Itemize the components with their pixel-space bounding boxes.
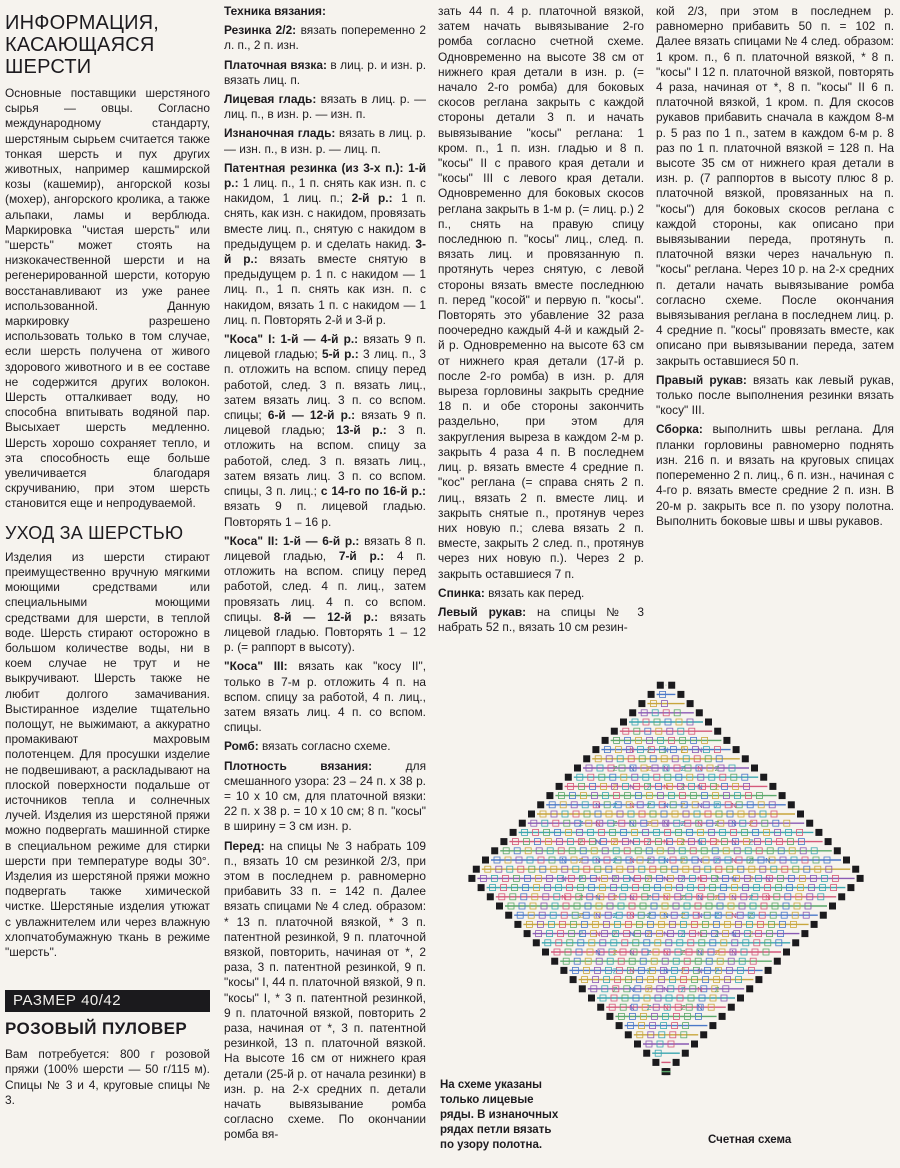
left-sleeve-paragraph: Левый рукав: на спицы № 3 набрать 52 п., вязать 10 см резин- [438,604,644,635]
chart-cable-symbol: N [595,911,601,921]
chart-cable-symbol: N [663,1003,669,1013]
chart-edge-stitch-left [524,930,531,937]
chart-cable-symbol: N [663,764,669,773]
chart-cable-symbol: N [595,800,601,810]
chart-caption: Счетная схема [708,1134,792,1146]
chart-cable-symbol: Z [680,1003,686,1013]
chart-cable-symbol: Z [748,874,754,884]
heading-wool-info: ИНФОРМАЦИЯ, КАСАЮЩАЯСЯ ШЕРСТИ [5,12,160,78]
rib22-paragraph: Резинка 2/2: вязать попеременно 2 л. п., 2 п. изн. [224,23,426,53]
chart-cable-symbol: Z [646,948,652,957]
chart-cable-symbol: Z [578,929,584,939]
chart-cable-symbol: Z [680,929,686,939]
chart-cable-symbol: N [629,874,635,884]
chart-cable-symbol: N [765,874,771,884]
chart-cable-symbol: Z [714,984,720,994]
chart-cable-symbol: Z [680,764,686,773]
garter-paragraph: Платочная вязка: в лиц. р. и изн. р. вязать лиц. п. [224,57,427,87]
chart-cable-symbol: N [629,966,635,976]
chart-edge-stitch-left [638,700,645,707]
chart-cable-symbol: N [731,837,737,847]
column-wool-info [5,0,210,1112]
chart-edge-stitch-right [728,1004,735,1011]
cable1-paragraph: "Коса" I: 1-й — 4-й р.: вязать 9 п. лицевой гладью; 5-й р.: 3 лиц. п., 3 п. отложить на вспом. спицу перед работой, след. 3 п. вязать лиц., затем вязать лиц. 3 п. со вспом. спицы; 6-й — 12-й р.: вязать 9 п. лицевой гладью; 13-й р.: 3 п. отложить на вспом. спицу за работой, след. 3 п. вязать лиц., затем вязать лиц. 3 п. со вспом. спицы, 3 п. лиц.; с 14-го по 16-й р.: вязать 9 п. лицевой гладью. Повторять 1 – 16 р. [224,332,427,529]
chart-edge-stitch-left [542,949,549,956]
chart-edge-stitch-right [742,755,749,762]
chart-cable-symbol: Z [612,800,618,810]
chart-edge-stitch-right [806,820,813,827]
chart-cable-symbol: N [731,911,737,921]
chart-edge-stitch-right [696,709,703,716]
chart-cable-symbol: N [663,911,669,921]
chart-edge-stitch-right [857,875,864,882]
chart-edge-stitch-left [625,1031,632,1038]
chart-cable-symbol: Z [578,911,584,921]
chart-cable-symbol: N [629,1003,635,1013]
chart-cable-symbol: N [731,892,737,902]
chart-edge-stitch-right [811,921,818,928]
chart-cable-symbol: Z [680,856,686,865]
chart-edge-stitch-right [815,829,822,836]
chart-edge-stitch-right [723,737,730,744]
column-technique [224,4,426,1147]
chart-cable-symbol: N [697,1003,703,1013]
chart-edge-stitch-right [687,700,694,707]
chart-cable-symbol: Z [714,948,720,957]
chart-cable-symbol: Z [714,874,720,884]
chart-cable-symbol: Z [578,837,584,847]
chart-edge-stitch-right [838,893,845,900]
chart-cable-symbol: Z [680,800,686,810]
chart-cable-symbol: N [663,948,669,957]
chart-edge-stitch-right [733,746,740,753]
chart-cable-symbol: Z [612,874,618,884]
assembly-paragraph: Сборка: выполнить швы реглана. Для планки горловины равномерно поднять изн. 216 п. и вязать на круговых спицах попеременно 2 п. лиц., 6 п. изн., начиная с 4-го р. вязать вместе средние 2 п. изн. В 20-м р. закрыть все п. по узору полотна. Выполнить боковые швы и швы рукавов. [656,422,894,528]
chart-cable-symbol: N [629,745,635,755]
chart-cable-symbol: N [731,948,737,957]
chart-edge-stitch-left [602,737,609,744]
chart-cable-symbol: Z [748,911,754,921]
chart-cable-symbol: N [731,819,737,829]
chart-edge-stitch-left [491,847,498,854]
chart-cable-symbol: Z [680,984,686,994]
chart-edge-stitch-left [648,691,655,698]
chart-edge-stitch-left [652,1059,659,1066]
chart-cable-symbol: N [663,837,669,847]
chart-edge-stitch-right [765,967,772,974]
chart-cable-symbol: Z [646,782,652,792]
chart-cable-symbol: N [663,800,669,810]
chart-cable-symbol: Z [714,764,720,773]
chart-cable-symbol: N [595,874,601,884]
chart-edge-stitch-right [774,958,781,965]
chart-cable-symbol: Z [612,966,618,976]
chart-edge-stitch-left [634,1041,641,1048]
chart-cable-symbol: N [697,892,703,902]
chart-cable-symbol: N [595,948,601,957]
chart-edge-stitch-right [792,939,799,946]
chart-cable-symbol: Z [612,911,618,921]
chart-edge-stitch-right [755,976,762,983]
chart-cable-symbol: N [629,782,635,792]
chart-cable-symbol: Z [646,929,652,939]
front-paragraph: Перед: на спицы № 3 набрать 109 п., вязать 10 см резинкой 2/3, при этом в последнем р. равномерно прибавить 33 п. = 142 п. Далее вязать спицами № 4 след. образом: * 13 п. платочной вязкой, * 3 п. патентной резинкой, 9 п. платочной вязкой, повторить, начиная от *, 2 раза, 3 п. патентной резинкой, 9 п. "косы" I, 44 п. платочной вязкой, 9 п. "косы" I, * 3 п. патентной резинкой, 9 п. платочной вязкой, повторить 2 раза, начиная от *, 3 п. патентной резинкой, 13 п. платочной вязкой. На высоте 16 см от нижнего края детали (25-й р. от начала резинки) в изн. р. на 2-х средних п. детали начать вывязывание ромба согласно схеме. По окончании ромба вя- [224,838,426,1142]
chart-cable-symbol: Z [680,782,686,792]
chart-edge-stitch-left [606,1013,613,1020]
chart-cable-symbol: N [697,837,703,847]
chart-edge-stitch-right [677,691,684,698]
knitting-chart [440,672,892,1142]
chart-cable-symbol: Z [646,837,652,847]
chart-cable-symbol: N [595,856,601,865]
chart-cable-symbol: N [595,892,601,902]
chart-edge-stitch-left [496,903,503,910]
chart-edge-stitch-left [579,985,586,992]
chart-edge-stitch-left [487,893,494,900]
chart-cable-symbol: Z [612,764,618,773]
chart-cable-symbol: Z [646,745,652,755]
chart-cable-symbol: Z [646,819,652,829]
chart-cable-symbol: N [731,800,737,810]
column-sleeve [656,4,894,533]
chart-cable-symbol: N [697,782,703,792]
chart-edge-stitch-right [737,995,744,1002]
chart-edge-stitch-right [673,1059,680,1066]
chart-cable-symbol: N [663,782,669,792]
reverse-stockinette-paragraph: Изнаночная гладь: вязать в лиц. р. — изн. п., в изн. р. — лиц. п. [224,126,426,156]
chart-edge-stitch-left [473,866,480,873]
chart-edge-stitch-right [705,719,712,726]
chart-edge-stitch-right [788,801,795,808]
sleeve-continued-paragraph: кой 2/3, при этом в последнем р. равномерно прибавить 50 п. = 102 п. Далее вязать спицами № 4 след. образом: 1 кром. п., 6 п. платочной вязкой, * 8 п. "косы" I 12 п. платочной вязкой, повторять 4 раза, начиная от *, 8 п. "косы" II 6 п. платочной вязкой, 1 кром. п. Для скосов рукавов прибавить сначала в каждом 8-м р. 5 раз по 1 п., затем в каждом 6-м р. 8 раз по 1 п. платочной вязкой = 128 п. На высоте 35 см от нижнего края детали в изн. р. (7 раппортов в высоту плюс 8 р. платочной вязкой, провязанных на п. "косы") для боковых скосов реглана с каждой стороны, как описано при вывязывании переда, протянуть п. платочной вязки через начальную п. "косы" реглана. Через 10 р. на 2-х средних п. детали начать вывязывание ромба согласно схеме. После окончания вывязывания реглана в последнем лиц. р. 4 средние п. "косы" провязать вместе, как описано при вывязывании переда, затем закрыть оставшиеся 50 п. [656,4,894,368]
technique-heading: Техника вязания: [224,4,326,18]
chart-edge-stitch-right [852,866,859,873]
chart-cable-symbol: N [629,892,635,902]
chart-cable-symbol: N [663,745,669,755]
chart-cable-symbol: Z [578,892,584,902]
chart-cable-symbol: N [697,911,703,921]
chart-note: На схеме указаны только лицевые ряды. В изнаночных рядах петли вязать по узору полотна. [440,1079,559,1151]
chart-edge-stitch-right [691,1041,698,1048]
stockinette-paragraph: Лицевая гладь: вязать в лиц. р. — лиц. п., в изн. р. — изн. п. [224,92,426,122]
chart-cable-symbol: Z [748,929,754,939]
chart-cable-symbol: N [697,874,703,884]
chart-cable-symbol: Z [646,984,652,994]
chart-edge-stitch-left [643,1050,650,1057]
chart-cable-symbol: Z [714,782,720,792]
chart-edge-stitch-right [751,765,758,772]
chart-cable-symbol: N [629,800,635,810]
chart-edge-stitch-left [570,976,577,983]
chart-cable-symbol: Z [646,800,652,810]
chart-cable-symbol: Z [680,948,686,957]
chart-cable-symbol: Z [680,819,686,829]
chart-edge-stitch-left [537,801,544,808]
wool-care-paragraph: Изделия из шерсти стирают преимущественно вручную мягкими моющими средствами или специальными моющими средствами для шерсти, в теплой воде. Шерсть стирают осторожно в большом количестве воды, ни в коем случае не трут и не выкручивают. Шерсть также не любит долгого замачивания. Выстиранное изделие тщательно полощут, не выжимают, а аккуратно промакивают махровым полотенцем. Для просушки изделие не подвешивают, а раскладывают на плоской поверхности подальше от источников тепла и солнечных лучей. Изделия из шерстяной пряжи можно подвергать машинной стирке в специальном режиме для стирки шерсти при температуре воды 30°. Изделия из шерстяной пряжи можно подвергать также химической чистке. Шерстяные изделия утюжат с увлажнителем или через влажную хлопчатобумажную ткань в режиме "шерсть". [5,549,210,959]
chart-cable-symbol: Z [646,966,652,976]
chart-edge-stitch-left [482,857,489,864]
chart-edge-stitch-left [478,884,485,891]
chart-cable-symbol: N [663,966,669,976]
chart-edge-stitch-left [657,682,664,689]
chart-cable-symbol: N [595,929,601,939]
heading-wool-care: УХОД ЗА ШЕРСТЬЮ [5,522,184,543]
chart-edge-stitch-right [820,912,827,919]
chart-edge-stitch-left [500,838,507,845]
chart-cable-symbol: N [697,856,703,865]
chart-cable-symbol: N [629,837,635,847]
chart-cable-symbol: Z [748,819,754,829]
materials-paragraph: Вам потребуется: 800 г розовой пряжи (100% шерсти — 50 г/115 м). Спицы № 3 и 4, круговые спицы № 3. [5,1047,210,1107]
pattern-title: РОЗОВЫЙ ПУЛОВЕР [5,1019,188,1039]
chart-cable-symbol: Z [612,892,618,902]
chart-edge-stitch-right [668,682,675,689]
chart-edge-stitch-right [834,847,841,854]
chart-cable-symbol: Z [612,929,618,939]
chart-cable-symbol: N [663,929,669,939]
chart-cable-symbol: Z [612,984,618,994]
gauge-paragraph: Плотность вязания: для смешанного узора: 23 – 24 п. х 38 р. = 10 х 10 см, для платочной вязки: 22 п. х 38 р. = 10 х 10 см; 8 п. "косы" в ширину = 3 см изн. р. [224,758,427,834]
chart-cable-symbol: Z [646,892,652,902]
chart-cable-symbol: Z [680,745,686,755]
chart-edge-stitch-left [519,820,526,827]
chart-cable-symbol: Z [612,782,618,792]
chart-cable-symbol: Z [680,966,686,976]
chart-edge-stitch-left [546,792,553,799]
chart-cable-symbol: N [731,856,737,865]
chart-edge-stitch-right [746,985,753,992]
chart-cable-symbol: Z [714,800,720,810]
right-sleeve-paragraph: Правый рукав: вязать как левый рукав, только после выполнения резинки вязать "косу" III. [656,372,894,418]
chart-cable-symbol: N [561,856,567,865]
chart-cable-symbol: N [663,984,669,994]
chart-cable-symbol: N [697,745,703,755]
chart-edge-stitch-right [847,884,854,891]
chart-cable-symbol: N [697,764,703,773]
chart-cable-symbol: N [629,764,635,773]
chart-cable-symbol: N [697,984,703,994]
chart-edge-stitch-left [611,728,618,735]
chart-cable-symbol: Z [714,929,720,939]
chart-cable-symbol: Z [646,856,652,865]
chart-edge-stitch-right [760,774,767,781]
chart-edge-stitch-left [505,912,512,919]
chart-cable-symbol: N [595,837,601,847]
chart-edge-stitch-right [709,1022,716,1029]
chart-edge-stitch-left [468,875,475,882]
chart-cable-symbol: N [697,966,703,976]
chart-edge-stitch-right [719,1013,726,1020]
chart-edge-stitch-right [714,728,721,735]
chart-cable-symbol: N [765,856,771,865]
chart-cable-symbol: Z [646,1003,652,1013]
chart-cable-symbol: N [697,800,703,810]
chart-cable-symbol: N [731,929,737,939]
diamond-paragraph: Ромб: вязать согласно схеме. [224,739,391,754]
chart-edge-stitch-left [583,755,590,762]
chart-edge-stitch-left [588,995,595,1002]
chart-edge-stitch-right [843,857,850,864]
chart-cable-symbol: Z [646,764,652,773]
chart-edge-stitch-left [574,765,581,772]
chart-cable-symbol: N [697,948,703,957]
chart-edge-stitch-left [597,1004,604,1011]
chart-cable-symbol: Z [714,856,720,865]
chart-cable-symbol: N [595,819,601,829]
chart-cable-symbol: N [663,874,669,884]
chart-edge-stitch-left [629,709,636,716]
chart-cable-symbol: N [663,856,669,865]
chart-cable-symbol: N [731,874,737,884]
chart-edge-stitch-right [779,792,786,799]
chart-cable-symbol: N [629,984,635,994]
chart-edge-stitch-left [565,774,572,781]
chart-cable-symbol: Z [680,911,686,921]
chart-cable-symbol: N [561,874,567,884]
chart-edge-stitch-left [592,746,599,753]
chart-edge-stitch-right [783,949,790,956]
chart-cable-symbol: N [663,819,669,829]
chart-cable-symbol: N [629,948,635,957]
chart-cable-symbol: Z [578,819,584,829]
chart-cable-symbol: Z [612,837,618,847]
chart-edge-stitch-right [825,838,832,845]
chart-edge-stitch-left [514,921,521,928]
chart-cable-symbol: N [697,929,703,939]
back-paragraph: Спинка: вязать как перед. [438,585,585,600]
chart-edge-stitch-right [797,811,804,818]
chart-cable-symbol: Z [714,911,720,921]
chart-cable-symbol: Z [714,966,720,976]
chart-cable-symbol: Z [612,856,618,865]
chart-cable-symbol: Z [578,874,584,884]
chart-edge-stitch-right [801,930,808,937]
chart-cable-symbol: N [765,892,771,902]
chart-edge-stitch-left [556,783,563,790]
chart-edge-stitch-right [769,783,776,790]
wool-info-paragraph: Основные поставщики шерстяного сырья — овцы. Согласно международному стандарту, шерстяным сырьем считается также тонкая шерсть и пух других животных, например кашмирской козы (кашемир), ангорской козы (мохер), ангорского кролика, а также альпаки, ламы и верблюда. Маркировка "чистая шерсть" или "шерсть" может стоять на низкокачественной шерсти и на регенерированной шерсти, которую восстанавливают из уже ранее использованной. Данную маркировку разрешено использовать только в том случае, если шерсть получена от живого здорового животного и в ее составе не содержится других волокон. Шерсть отталкивает воду, но способна впитывать водяной пар. Высыхает шерсть медленно. Шерсть хорошо сохраняет тепло, и эта способность еще больше увеличивается благодаря скручиванию, при этом шерсть становится еще и непродуваемой. [5,86,210,511]
chart-cable-symbol: Z [714,837,720,847]
chart-cable-symbol: Z [646,911,652,921]
chart-cable-symbol: Z [680,874,686,884]
chart-cable-symbol: Z [680,837,686,847]
chart-cable-symbol: N [663,892,669,902]
chart-cable-symbol: N [629,856,635,865]
patent-rib-paragraph: Патентная резинка (из 3-х п.): 1-й р.: 1 лиц. п., 1 п. снять как изн. п. с накидом, 1 лиц. п.; 2-й р.: 1 п. снять, как изн. с накидом, провязать вместе лиц. п., снятую с накидом в предыдущем р. и сделать накид. 3-й р.: вязать вместе снятую в предыдущем р. 1 п. с накидом — 1 лиц. п., 1 п. снять как изн. п. с накидом, вязать 1 п. с накидом — 1 лиц. п. Повторять 2-й и 3-й р. [224,160,426,327]
chart-cable-symbol: N [629,911,635,921]
chart-edge-stitch-right [682,1050,689,1057]
chart-cable-symbol: N [629,929,635,939]
front-continued-paragraph: зать 44 п. 4 р. платочной вязкой, затем начать вывязывание 2-го ромба согласно счетной схеме. Одновременно на высоте 38 см от нижнего края детали в изн. р. (= начало 2-го ромба) для боковых скосов реглана закрыть с каждой стороны детали 3 п. и начать вывязывание "косы" реглана: 1 кром. п., 1 п. изн. гладью и 8 п. "косы" II с правого края детали и "косы" III с левого края детали. Одновременно для боковых скосов реглана закрыть в 1-м р. (= лиц. р.) 2 п., снять на правую спицу последнюю п. "косы" лиц., след. п. вязать лиц. и провязанную п. протянуть через снятую, с левой стороны вязать вместе последнюю п. перед "косой" и первую п. "косы". Повторять это убавление 32 раза поочередно каждый 4-й и каждый 2-й р. Одновременно на высоте 63 см от нижнего края детали (17-й р. после 2-го ромба) в изн. р. для выреза горловины закрыть средние 18 п. и обе стороны закончить раздельно, при этом для закругления выреза в каждом 2-м р. закрыть 4 раза 4 п. В последнем лиц. р. вязать вместе 4 средние п. "кос" реглана (= справа снять 2 п. лиц., вязать 2 п. вместе лиц. и закрыть снятые п., протянув через них новую п.; слева вязать 2 п. вместе, закрыть 2 след. п., протянув через них новую п.). Через 2 р. закрыть оставшиеся 7 п. [438,4,644,581]
cable2-paragraph: "Коса" II: 1-й — 6-й р.: вязать 8 п. лицевой гладью, 7-й р.: 4 п. отложить на вспом. спицу перед работой, след. 4 п. лиц., затем провязать лиц. 4 п. со вспом. спицы. 8-й — 12-й р.: вязать лицевой гладью. Повторять 1 – 12 р. (= раппорт в высоту). [224,533,427,655]
chart-edge-stitch-left [551,958,558,965]
chart-edge-stitch-left [560,967,567,974]
chart-cable-symbol: Z [714,819,720,829]
chart-cable-symbol: Z [748,892,754,902]
chart-cable-symbol: N [561,892,567,902]
chart-edge-stitch-left [533,939,540,946]
chart-cable-symbol: Z [578,856,584,865]
chart-edge-stitch-left [528,811,535,818]
chart-edge-stitch-left [620,719,627,726]
chart-cable-symbol: Z [748,837,754,847]
chart-edge-stitch-left [510,829,517,836]
chart-cable-symbol: N [697,819,703,829]
column-front-continued [438,4,644,639]
chart-edge-stitch-right [829,903,836,910]
size-banner: РАЗМЕР 40/42 [5,990,210,1012]
cable3-paragraph: "Коса" III: вязать как "косу II", только в 7-м р. отложить 4 п. на вспом. спицу за работой, 4 п. лиц., затем вязать лиц. 4 п. со вспом. спицы. [224,659,426,735]
chart-cable-symbol: Z [612,819,618,829]
chart-cable-symbol: N [629,819,635,829]
chart-edge-stitch-right [700,1031,707,1038]
chart-cable-symbol: Z [748,856,754,865]
chart-edge-stitch-left [616,1022,623,1029]
chart-cable-symbol: Z [646,874,652,884]
chart-cable-symbol: Z [680,892,686,902]
chart-cable-symbol: Z [612,948,618,957]
chart-cable-symbol: Z [714,892,720,902]
